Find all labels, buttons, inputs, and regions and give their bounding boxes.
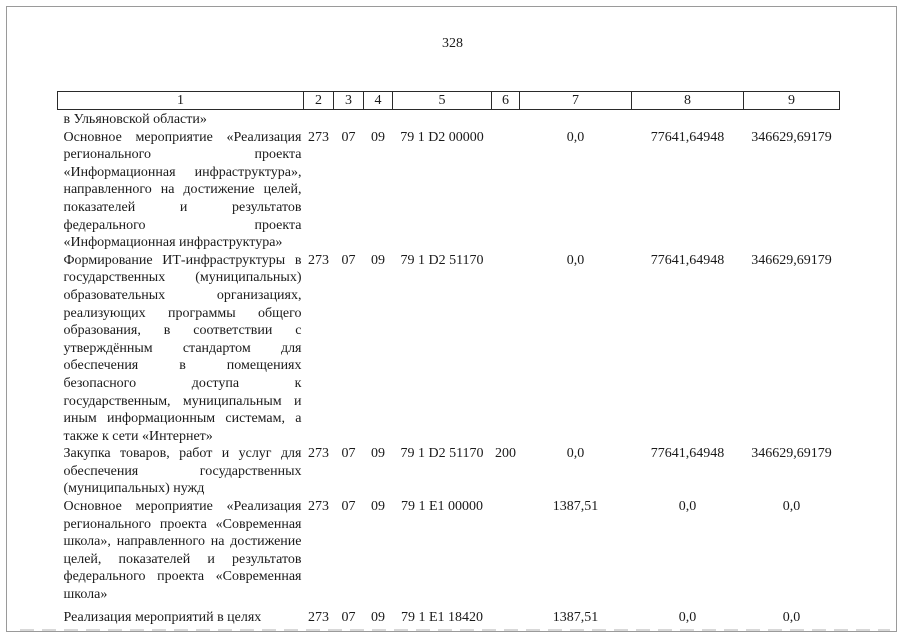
row-col-2: 273 [308, 609, 329, 625]
row-col-3 [334, 110, 364, 129]
header-col-6: 6 [492, 92, 520, 110]
row-col-5: 79 1 E1 18420 [400, 609, 484, 625]
header-col-5: 5 [393, 92, 492, 110]
row-col-7: 1387,51 [552, 499, 599, 515]
table-row [58, 129, 840, 252]
row-col-9: 346629,69179 [751, 129, 832, 145]
table-row [58, 110, 840, 129]
row-name: в Ульяновской области» [63, 112, 207, 127]
row-col-6 [492, 498, 520, 604]
row-col-5 [393, 110, 492, 129]
row-col-2: 273 [308, 129, 329, 145]
header-col-3: 3 [334, 92, 364, 110]
row-col-4: 09 [371, 129, 385, 145]
table-row [58, 445, 840, 498]
header-col-9: 9 [744, 92, 840, 110]
row-name: Основное мероприятие «Реализация регионального проекта «Информационная инфраструктура», направленного на достижение целей, показателей и результатов федерального проекта «Информационная инфраструктура» [63, 129, 302, 251]
row-col-6 [492, 604, 520, 627]
row-col-3: 07 [341, 252, 356, 268]
row-col-3: 07 [341, 129, 356, 145]
row-col-4 [364, 110, 393, 129]
row-name: Формирование ИТ-инфраструктуры в государственных (муниципальных) образовательных организациях, реализующих программы общего образования, в соответствии с утверждённым стандартом для обеспечения в помещениях безопасного доступа к государственным, муниципальным и иным информационным системам, а также к сети «Интернет» [63, 252, 302, 444]
row-col-2: 273 [308, 499, 329, 515]
budget-table [57, 91, 840, 626]
row-col-7: 0,0 [566, 252, 585, 268]
table-row [58, 498, 840, 604]
row-col-9 [744, 110, 840, 129]
row-col-4: 09 [371, 609, 385, 625]
row-col-3: 07 [341, 609, 356, 625]
row-col-2: 273 [308, 252, 329, 268]
row-col-8: 0,0 [678, 499, 697, 515]
row-col-9: 0,0 [782, 499, 801, 515]
row-col-2 [304, 110, 334, 129]
row-name: Реализация мероприятий в целях [63, 609, 262, 625]
row-col-6: 200 [495, 446, 516, 462]
row-col-4: 09 [371, 499, 385, 515]
row-col-2: 273 [308, 446, 329, 462]
row-col-8: 77641,64948 [650, 446, 725, 462]
header-col-7: 7 [520, 92, 632, 110]
row-col-3: 07 [341, 499, 356, 515]
page-number: 328 [442, 36, 463, 51]
header-col-2: 2 [304, 92, 334, 110]
header-col-1: 1 [58, 92, 304, 110]
row-col-6 [492, 252, 520, 446]
row-col-8: 77641,64948 [650, 252, 725, 268]
row-col-5: 79 1 D2 00000 [400, 129, 484, 145]
row-col-7 [520, 110, 632, 129]
row-col-8: 0,0 [678, 609, 697, 625]
row-col-6 [492, 110, 520, 129]
scan-edge-artifact [20, 629, 890, 631]
row-col-8 [632, 110, 744, 129]
row-col-9: 346629,69179 [751, 446, 832, 462]
row-name: Основное мероприятие «Реализация регионального проекта «Современная школа», направленного на достижение целей, показателей и результатов федерального проекта «Современная школа» [63, 499, 302, 603]
table-header-row [58, 92, 840, 110]
row-col-5: 79 1 D2 51170 [400, 252, 484, 268]
row-col-7: 1387,51 [552, 609, 599, 625]
row-col-4: 09 [371, 252, 385, 268]
header-col-8: 8 [632, 92, 744, 110]
row-col-8: 77641,64948 [650, 129, 725, 145]
row-col-3: 07 [341, 446, 356, 462]
row-col-7: 0,0 [566, 129, 585, 145]
table-row [58, 604, 840, 627]
row-col-5: 79 1 E1 00000 [400, 499, 484, 515]
row-col-6 [492, 129, 520, 252]
row-name: Закупка товаров, работ и услуг для обеспечения государственных (муниципальных) нужд [63, 446, 302, 497]
row-col-9: 346629,69179 [751, 252, 832, 268]
row-col-4: 09 [371, 446, 385, 462]
row-col-7: 0,0 [566, 446, 585, 462]
row-col-5: 79 1 D2 51170 [400, 446, 484, 462]
header-col-4: 4 [364, 92, 393, 110]
row-col-9: 0,0 [782, 609, 801, 625]
table-row [58, 252, 840, 446]
